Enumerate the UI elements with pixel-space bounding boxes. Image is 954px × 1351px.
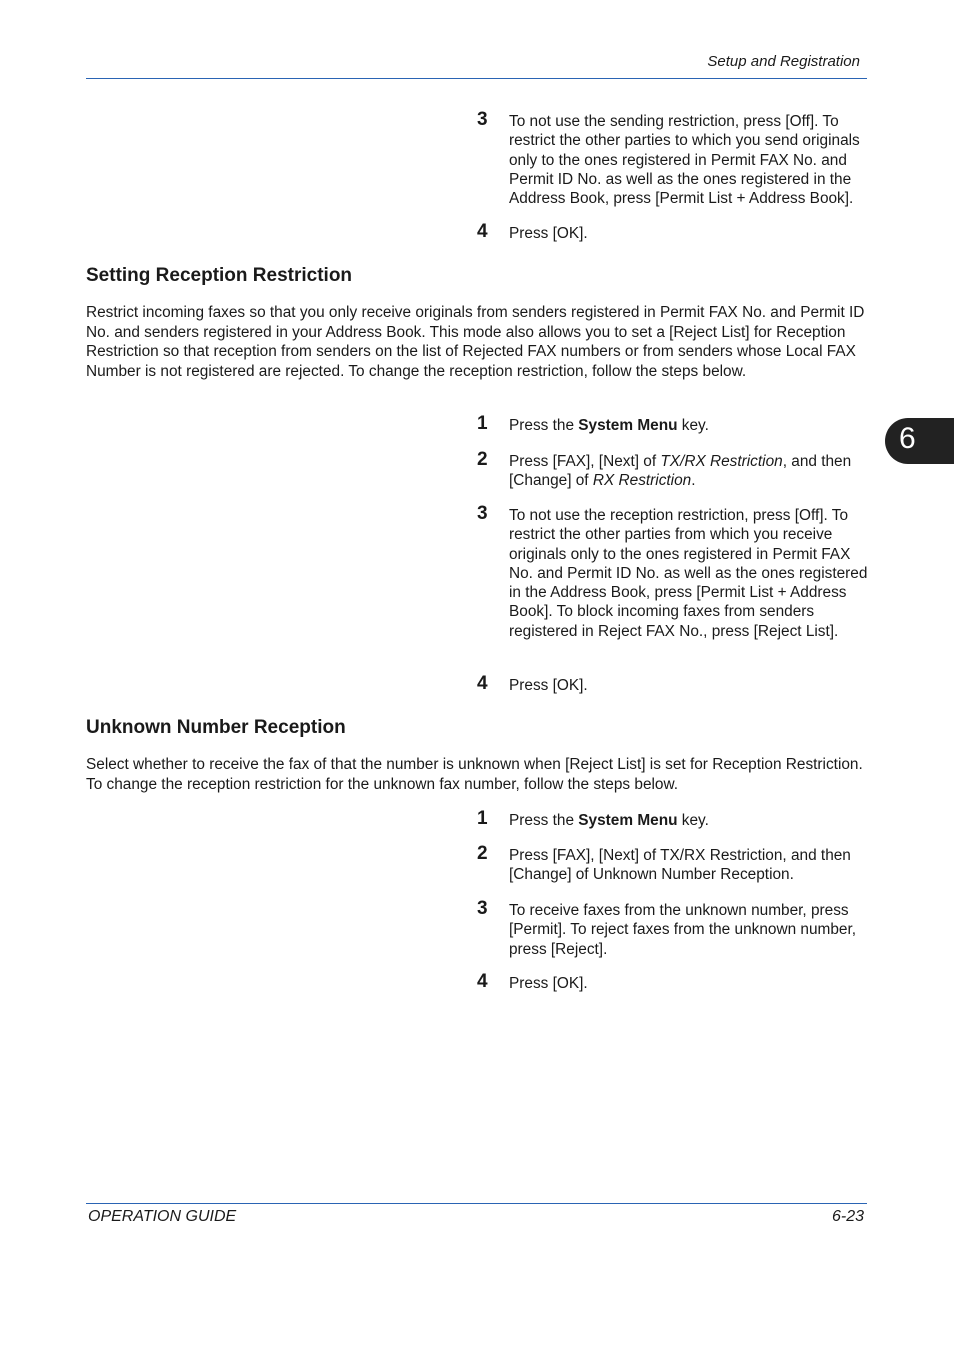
- step-number: 2: [477, 449, 488, 470]
- step-number: 4: [477, 221, 488, 242]
- step-number: 2: [477, 843, 488, 864]
- step-text: To not use the sending restriction, press [Off]. To restrict the other parties to which you send originals only to the ones registered in Permit FAX No. and Permit ID No. as well as the ones registered in the Address Book, press [Permit List + Address Book].: [509, 113, 860, 208]
- header-rule: [86, 78, 867, 79]
- footer-rule: [86, 1203, 867, 1204]
- chapter-tab: [885, 418, 954, 464]
- step-text: Press the System Menu key.: [509, 417, 709, 434]
- step-text: To receive faxes from the unknown number, press [Permit]. To reject faxes from the unknown number, press [Reject].: [509, 902, 857, 958]
- step-text: Press [OK].: [509, 677, 588, 694]
- step-text: Press [FAX], [Next] of TX/RX Restriction, and then [Change] of Unknown Number Reception.: [509, 847, 851, 884]
- chapter-number: 6: [899, 422, 916, 455]
- reception-restriction-intro: Restrict incoming faxes so that you only receive originals from senders registered in Permit FAX No. and Permit ID No. and senders registered in your Address Book. This mode also allows you to set a [Reject List] for Reception Restriction so that reception from senders on the list of Rejected FAX numbers or from senders whose Local FAX Number is not registered are rejected. To change the reception restriction, follow the steps below.: [86, 304, 865, 380]
- footer-guide-title: OPERATION GUIDE: [88, 1208, 237, 1225]
- step-number: 3: [477, 898, 488, 919]
- step-number: 1: [477, 808, 488, 829]
- step-text: To not use the reception restriction, press [Off]. To restrict the other parties from which you receive originals only to the ones registered in Permit FAX No. and Permit ID No. as well as the ones registered in the Address Book, press [Permit List + Address Book]. To block incoming faxes from senders registered in Reject FAX No., press [Reject List].: [509, 507, 868, 640]
- footer-page-number: 6-23: [831, 1208, 864, 1225]
- unknown-number-intro: Select whether to receive the fax of that the number is unknown when [Reject List] is set for Reception Restriction. To change the reception restriction for the unknown fax number, follow the steps below.: [86, 756, 863, 793]
- step-text: Press the System Menu key.: [509, 812, 709, 829]
- section-title-unknown-number: Unknown Number Reception: [86, 717, 346, 738]
- step-text: Press [OK].: [509, 975, 588, 992]
- section-title-reception-restriction: Setting Reception Restriction: [86, 265, 353, 286]
- system-menu-key-label: System Menu: [578, 417, 678, 434]
- running-header: Setup and Registration: [707, 53, 860, 70]
- step-number: 1: [477, 413, 488, 434]
- system-menu-key-label: System Menu: [578, 812, 678, 829]
- step-text: Press [OK].: [509, 225, 588, 242]
- step-number: 4: [477, 971, 488, 992]
- step-number: 4: [477, 673, 488, 694]
- step-text: Press [FAX], [Next] of TX/RX Restriction, and then [Change] of RX Restriction.: [509, 453, 852, 490]
- step-number: 3: [477, 109, 488, 130]
- step-number: 3: [477, 503, 488, 524]
